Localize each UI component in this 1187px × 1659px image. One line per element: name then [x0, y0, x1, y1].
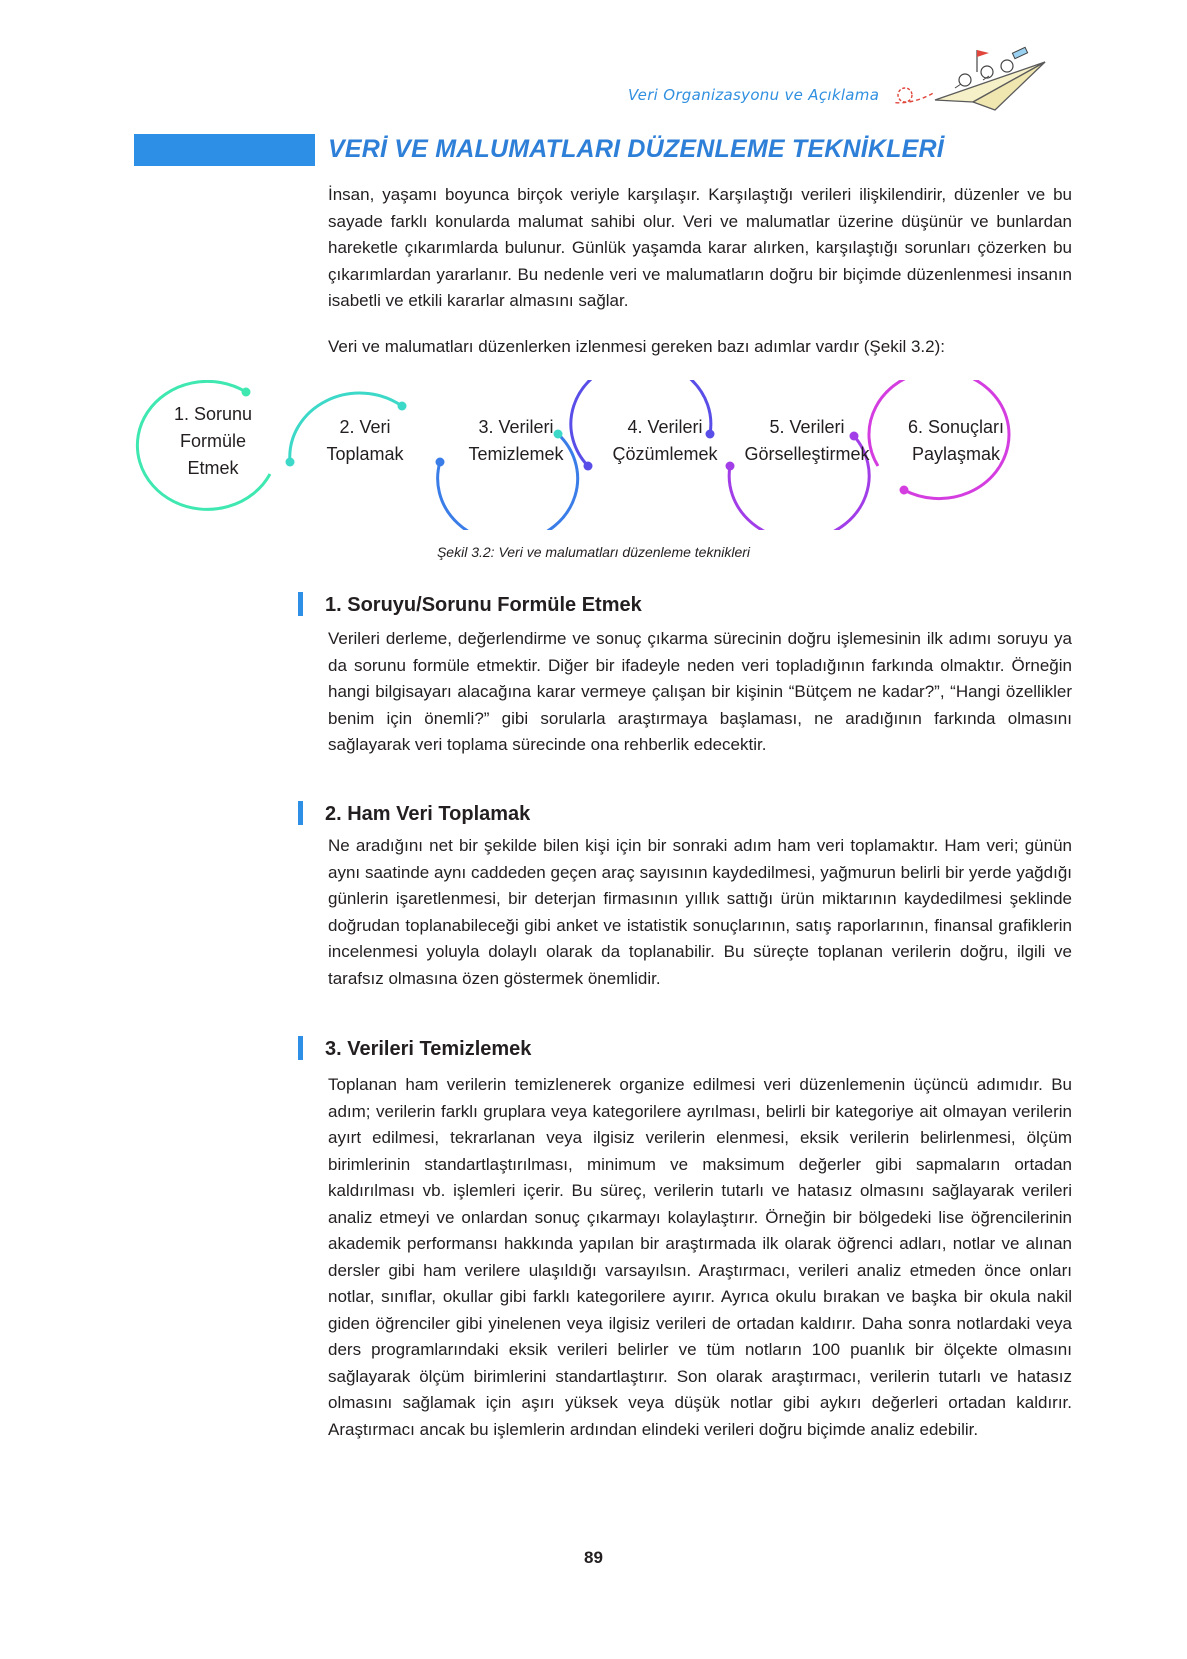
section-3-heading: 3. Verileri Temizlemek	[298, 1036, 531, 1061]
step-3-label: 3. Verileri Temizlemek	[468, 417, 564, 464]
step-2-label: 2. Veri Toplamak	[326, 417, 404, 464]
step-1-label: 1. Sorunu Formüle Etmek	[173, 404, 253, 478]
step-5-label: 5. Verileri Görselleştirmek	[744, 417, 870, 464]
section-1-heading: 1. Soruyu/Sorunu Formüle Etmek	[298, 592, 642, 617]
intro-paragraph-2: Veri ve malumatları düzenlerken izlenmesi gereken bazı adımlar vardır (Şekil 3.2):	[328, 337, 945, 356]
paper-plane-with-children-icon	[895, 40, 1080, 115]
section-1-text: Verileri derleme, değerlendirme ve sonuç çıkarma sürecinin doğru işlemesinin ilk adımı soruyu ya da sorunu formüle etmektir. Diğer bir ifadeyle neden veri topladığının farkında olmaktır. Örneğin hangi bilgisayarı alacağına karar vermeye çalışan bir kişinin “Bütçem ne kadar?”, “Hangi özellikler benim için önemli?” gibi sorularla araştırmaya başlaması, ne aradığının farkında olmasını sağlayarak veri toplama sürecinde ona rehberlik edecektir.	[328, 629, 1072, 754]
figure-caption: Şekil 3.2: Veri ve malumatları düzenleme teknikleri	[436, 544, 751, 560]
page-title: VERİ VE MALUMATLARI DÜZENLEME TEKNİKLERİ	[328, 135, 944, 163]
page-number: 89	[584, 1548, 603, 1567]
section-3-text: Toplanan ham verilerin temizlenerek organize edilmesi veri düzenlemenin üçüncü adımıdır. Bu adım; verilerin farklı gruplara veya kategorilere ayrılması, belirli bir kategoriye ait olmayan verilerin ayırt edilmesi, tekrarlanan veya ilgisiz verilerin elenmesi, eksik verilerin belirlenmesi, ölçüm birimlerinin standartlaştırılması, minimum ve maksimum değerler gibi sapmaların ortadan kaldırılması vb. işlemleri içerir. Bu süreç, verilerin tutarlı ve hatasız olmasını sağlayarak verileri analiz etmeyi ve onlardan sonuç çıkarmayı kolaylaştırır. Örneğin bir bölgedeki lise öğrencilerinin akademik performansı hakkında yapılan bir araştırmada ilk olarak öğrenci adları, notlar ve alınan dersler gibi ham verilere ulaşıldığı varsayılsın. Araştırmacı, verileri analiz etmeden önce onları notlar, sınıflar, okullar gibi farklı kategorilere ayırır. Ayrıca okulu bırakan ve başka bir okula nakil giden öğrenciler gibi yinelenen veya ilgisiz verileri de ortadan kaldırır. Daha sonra notlardaki veya ders programlarındaki eksik verileri belirler ve tüm notların 100 puanlık bir ölçekte olmasını sağlayarak ölçüm birimlerini standartlaştırır. Son olarak araştırmacı, verilerin tutarlı ve hatasız olmasını sağlamak için aşırı yüksek veya düşük notlar gibi aykırı değerleri ortadan kaldırır. Araştırmacı ancak bu işlemlerin ardından elindeki verileri doğru biçimde analiz edebilir.	[328, 1075, 1072, 1439]
heading-marker	[298, 1036, 303, 1060]
chapter-header-label: Veri Organizasyonu ve Açıklama	[628, 86, 880, 104]
title-accent-bar	[134, 134, 315, 166]
section-2-text: Ne aradığını net bir şekilde bilen kişi için bir sonraki adım ham veri toplamaktır. Ham veri; günün aynı saatinde aynı caddeden geçen araç sayısının kaydedilmesi, yağmurun belirli bir yerde yağdığı günlerin işaretlenmesi, bir deterjan firmasının yıllık sattığı ürün miktarının kaydedilmesi şeklinde doğrudan toplanabileceği gibi anket ve istatistik sonuçlarının, satış raporlarının, finansal grafiklerin incelenmesi yoluyla dolaylı olarak da toplanabilir. Bu süreçte toplanan verilerin doğru, ilgili ve tarafsız olmasına özen göstermek önemlidir.	[328, 836, 1072, 988]
step-4-label: 4. Verileri Çözümlemek	[612, 417, 718, 464]
step-6-label: 6. Sonuçları Paylaşmak	[907, 417, 1005, 464]
intro-paragraph-1: İnsan, yaşamı boyunca birçok veriyle karşılaşır. Karşılaştığı verileri ilişkilendirir, düzenler ve bu sayade farklı konularda malumat sahibi olur. Veri ve malumatlar üzerine düşünür ve bunlardan hareketle çıkarımlarda bulunur. Günlük yaşamda karar alırken, karşılaştığı sorunları çözerken bu çıkarımlardan yararlanır. Bu nedenle veri ve malumatların doğru bir biçimde düzenlenmesi insanın isabetli ve etkili kararlar almasını sağlar.	[328, 185, 1072, 310]
section-2-heading: 2. Ham Veri Toplamak	[298, 801, 530, 826]
heading-marker	[298, 592, 303, 616]
heading-marker	[298, 801, 303, 825]
